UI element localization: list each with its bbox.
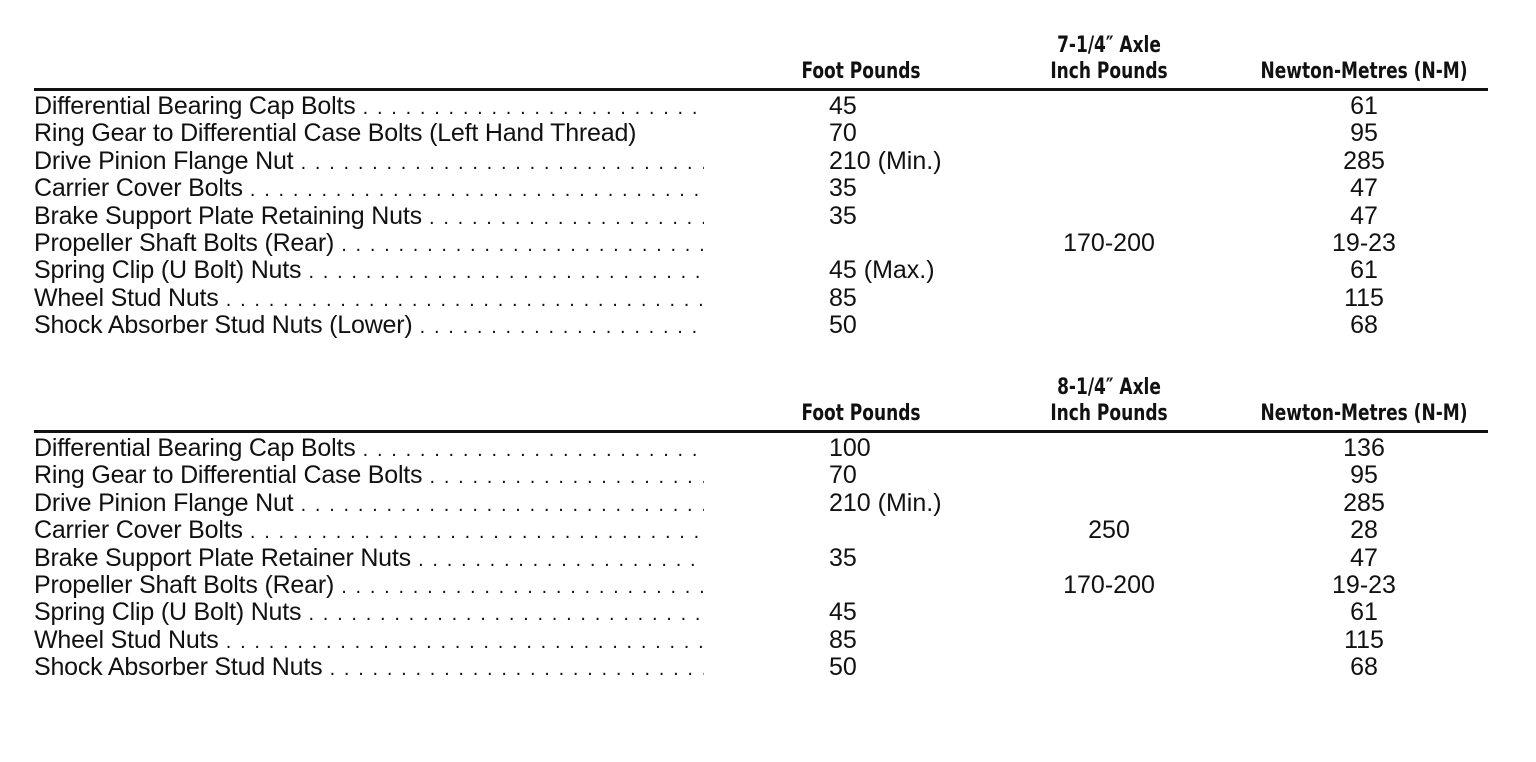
- row-inch-pounds: 250: [1088, 516, 1130, 545]
- header-foot-pounds: Foot Pounds: [801, 59, 921, 84]
- row-newton-metres: 61: [1350, 598, 1378, 627]
- row-label: Carrier Cover Bolts . . .: [34, 175, 704, 204]
- table-row: [34, 285, 1488, 312]
- table-body: [34, 433, 1488, 682]
- row-foot-pounds: 210 (Min.): [829, 488, 942, 517]
- table-row: [34, 257, 1488, 284]
- row-label: Propeller Shaft Bolts (Rear) . . .: [34, 572, 704, 601]
- row-label: Drive Pinion Flange Nut . . .: [34, 148, 704, 177]
- row-newton-metres: 47: [1350, 174, 1378, 203]
- torque-table-8-1-4-axle: [34, 372, 1488, 682]
- row-inch-pounds: 170-200: [1063, 570, 1155, 599]
- torque-table-7-1-4-axle: [34, 30, 1488, 340]
- row-newton-metres: 95: [1350, 119, 1378, 148]
- row-label: Wheel Stud Nuts . . .: [34, 627, 704, 656]
- row-label: Ring Gear to Differential Case Bolts (Left Hand Thread): [34, 120, 637, 148]
- row-label: Shock Absorber Stud Nuts . . .: [34, 654, 704, 683]
- header-newton-metres: Newton-Metres (N-M): [1260, 401, 1468, 426]
- row-newton-metres: 136: [1343, 434, 1385, 462]
- row-foot-pounds: 45 (Max.): [829, 256, 935, 285]
- row-foot-pounds: 50: [829, 653, 857, 682]
- row-newton-metres: 285: [1343, 488, 1385, 517]
- row-label: Brake Support Plate Retainer Nuts . . .: [34, 545, 704, 574]
- row-label: Carrier Cover Bolts . . .: [34, 517, 704, 546]
- table-row: [34, 230, 1488, 257]
- row-label: Differential Bearing Cap Bolts . . .: [34, 435, 704, 464]
- row-label: Ring Gear to Differential Case Bolts . . .: [34, 462, 704, 491]
- table-row: [34, 435, 1488, 462]
- row-newton-metres: 28: [1350, 516, 1378, 545]
- row-foot-pounds: 100: [829, 434, 871, 462]
- row-foot-pounds: 35: [829, 201, 857, 230]
- table-row: [34, 148, 1488, 175]
- row-foot-pounds: 35: [829, 543, 857, 572]
- row-newton-metres: 61: [1350, 92, 1378, 120]
- table-header: [34, 372, 1488, 430]
- row-newton-metres: 115: [1344, 625, 1384, 654]
- table-row: [34, 627, 1488, 654]
- header-inch-pounds: Inch Pounds: [1050, 59, 1168, 84]
- row-newton-metres: 61: [1350, 256, 1378, 285]
- row-label: Spring Clip (U Bolt) Nuts . . .: [34, 257, 704, 286]
- row-newton-metres: 47: [1350, 543, 1378, 572]
- table-row: [34, 490, 1488, 517]
- table-row: [34, 517, 1488, 544]
- row-newton-metres: 285: [1343, 146, 1385, 175]
- table-row: [34, 312, 1488, 339]
- table-row: [34, 203, 1488, 230]
- header-foot-pounds: Foot Pounds: [801, 401, 921, 426]
- row-newton-metres: 68: [1350, 311, 1378, 340]
- table-row: [34, 462, 1488, 489]
- row-newton-metres: 95: [1350, 461, 1378, 490]
- row-label: Wheel Stud Nuts . . .: [34, 285, 704, 314]
- header-axle-inch-pounds: [1032, 33, 1187, 85]
- axle-title: 8-1/4″ Axle: [1057, 375, 1161, 400]
- table-row: [34, 93, 1488, 120]
- table-row: [34, 599, 1488, 626]
- row-label: Drive Pinion Flange Nut . . .: [34, 490, 704, 519]
- table-row: [34, 120, 1488, 147]
- row-label: Brake Support Plate Retaining Nuts . . .: [34, 203, 704, 232]
- row-newton-metres: 47: [1350, 201, 1378, 230]
- row-foot-pounds: 70: [829, 461, 857, 490]
- row-foot-pounds: 85: [829, 283, 857, 312]
- row-label: Propeller Shaft Bolts (Rear) . . .: [34, 230, 704, 259]
- row-foot-pounds: 210 (Min.): [829, 146, 942, 175]
- header-newton-metres: Newton-Metres (N-M): [1260, 59, 1468, 84]
- row-label: Spring Clip (U Bolt) Nuts . . .: [34, 599, 704, 628]
- row-newton-metres: 19-23: [1332, 570, 1396, 599]
- row-inch-pounds: 170-200: [1063, 228, 1155, 257]
- table-row: [34, 175, 1488, 202]
- row-foot-pounds: 85: [829, 625, 857, 654]
- row-newton-metres: 115: [1344, 283, 1384, 312]
- row-foot-pounds: 50: [829, 311, 857, 340]
- table-header: [34, 30, 1488, 88]
- row-foot-pounds: 45: [829, 92, 857, 120]
- row-foot-pounds: 45: [829, 598, 857, 627]
- row-newton-metres: 68: [1350, 653, 1378, 682]
- header-inch-pounds: Inch Pounds: [1050, 401, 1168, 426]
- table-row: [34, 572, 1488, 599]
- row-foot-pounds: 70: [829, 119, 857, 148]
- row-foot-pounds: 35: [829, 174, 857, 203]
- row-label: Differential Bearing Cap Bolts . . .: [34, 93, 704, 122]
- table-row: [34, 654, 1488, 681]
- table-row: [34, 545, 1488, 572]
- table-body: [34, 91, 1488, 340]
- axle-title: 7-1/4″ Axle: [1057, 33, 1161, 58]
- row-label: Shock Absorber Stud Nuts (Lower) . . .: [34, 312, 704, 341]
- row-newton-metres: 19-23: [1332, 228, 1396, 257]
- header-axle-inch-pounds: [1032, 375, 1187, 427]
